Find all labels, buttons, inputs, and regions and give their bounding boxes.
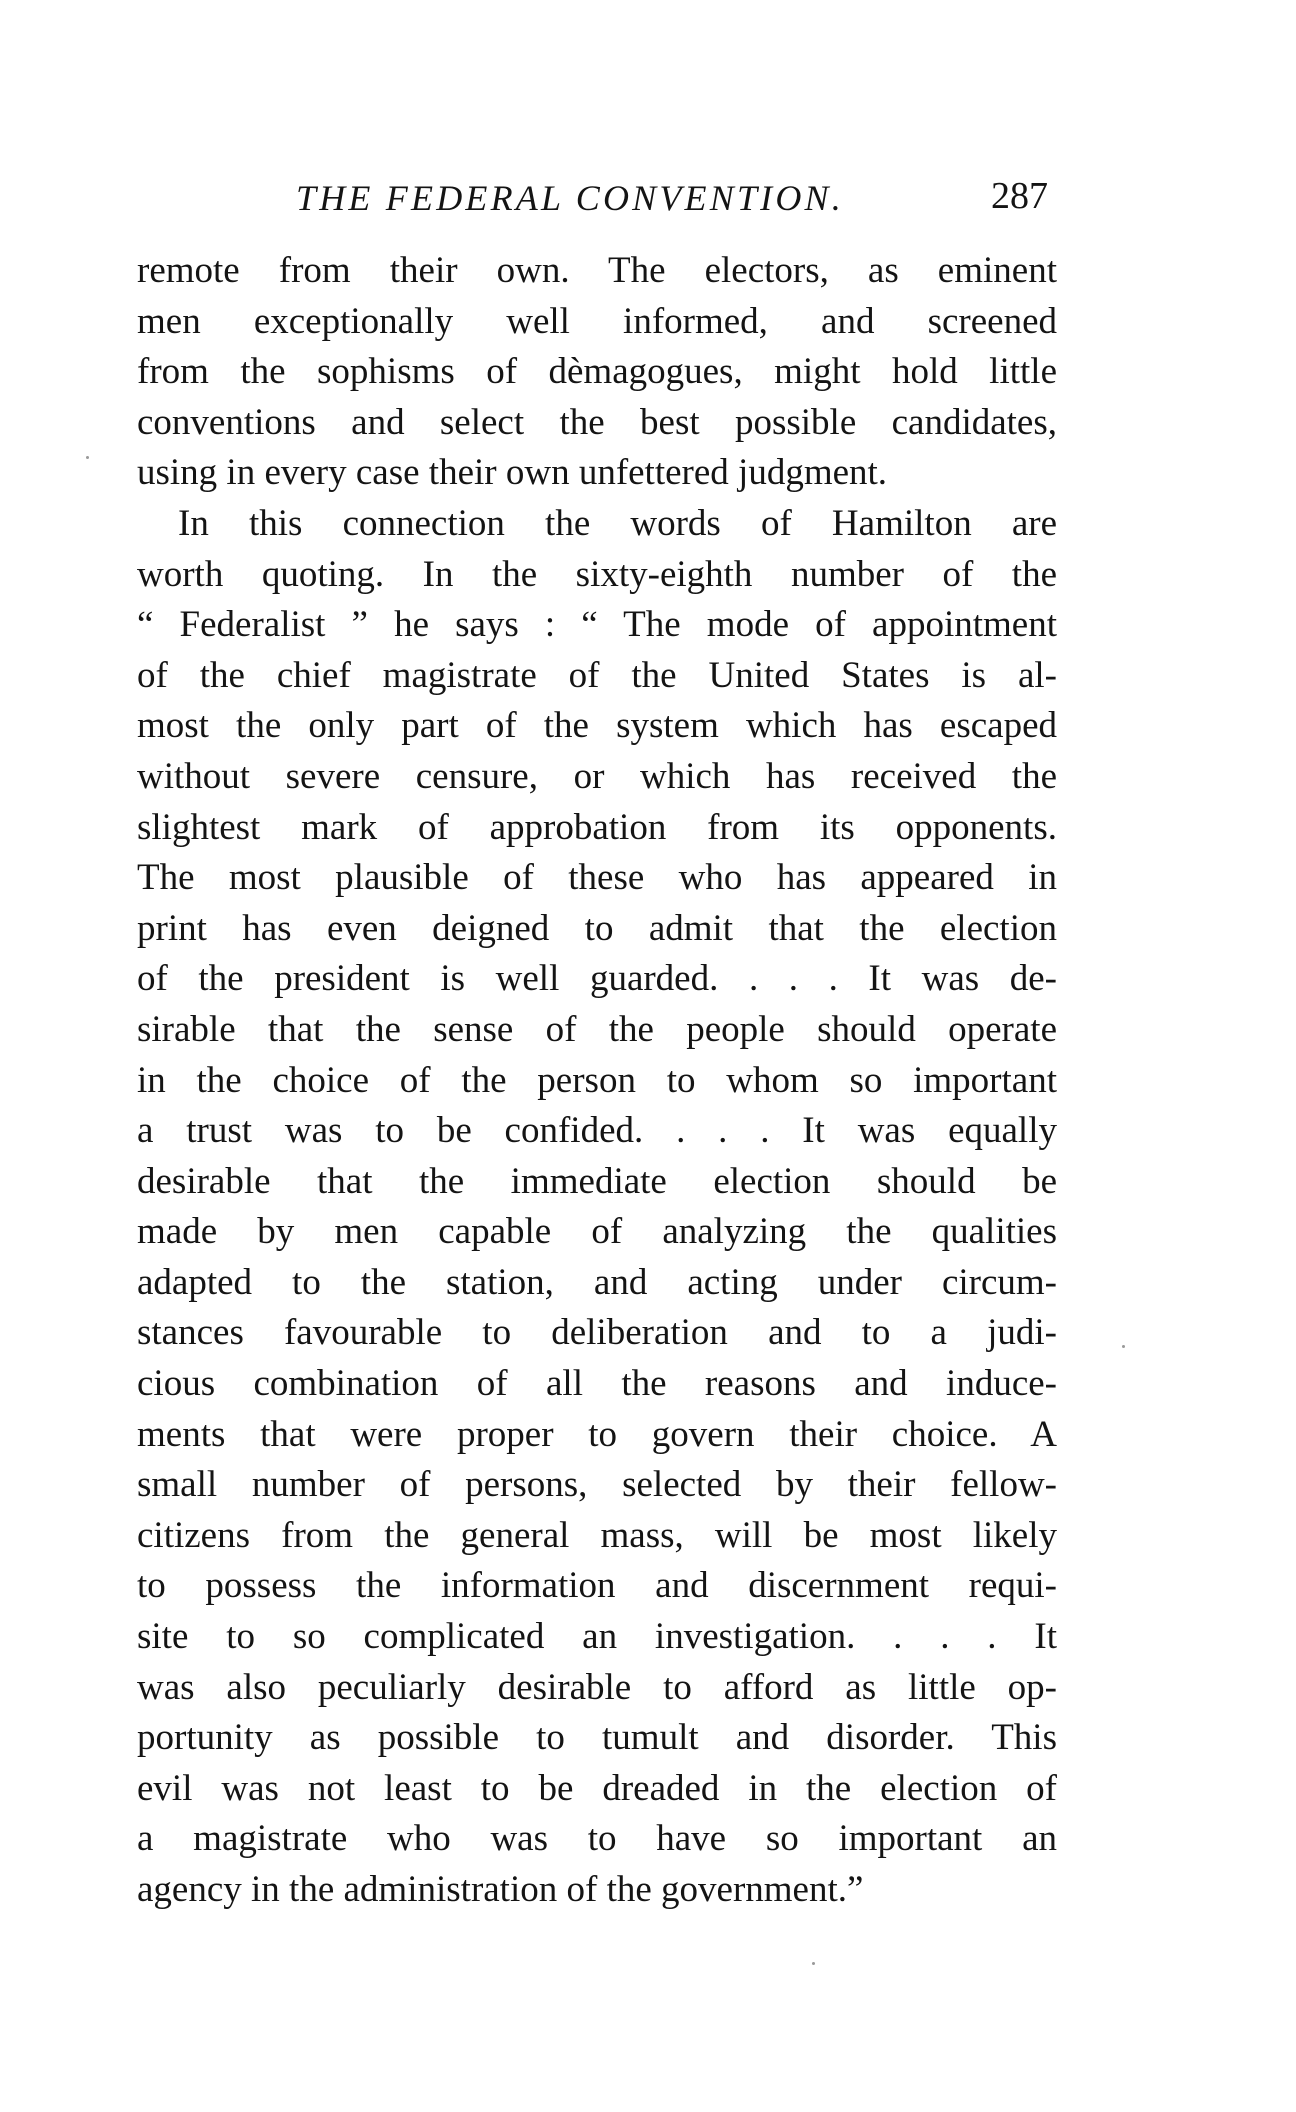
text-line: a magistrate who was to have so important an — [137, 1818, 1057, 1860]
text-line: in the choice of the person to whom so important — [137, 1059, 1057, 1101]
text-line: print has even deigned to admit that the election — [137, 907, 1057, 949]
running-head: THE FEDERAL CONVENTION. — [296, 178, 844, 218]
page-header — [296, 172, 1056, 224]
paper-speck — [812, 1962, 815, 1965]
text-line: to possess the information and discernment requi- — [137, 1565, 1057, 1607]
text-line: a trust was to be confided. . . . It was equally — [137, 1110, 1057, 1152]
text-line: small number of persons, selected by their fellow- — [137, 1464, 1057, 1506]
text-line: slightest mark of approbation from its opponents. — [137, 806, 1057, 848]
text-line: “ Federalist ” he says : “ The mode of appointment — [137, 604, 1057, 646]
text-line: ments that were proper to govern their choice. A — [137, 1413, 1057, 1455]
text-line: was also peculiarly desirable to afford as little op- — [137, 1666, 1057, 1708]
text-line: adapted to the station, and acting under circum- — [137, 1261, 1057, 1303]
text-line: portunity as possible to tumult and disorder. This — [137, 1717, 1057, 1759]
text-line: of the president is well guarded. . . . It was de- — [137, 958, 1057, 1000]
body-text — [137, 246, 1057, 1916]
text-line: agency in the administration of the government.” — [137, 1869, 864, 1910]
text-line: cious combination of all the reasons and induce- — [137, 1363, 1057, 1405]
text-line: In this connection the words of Hamilton are — [178, 502, 1057, 544]
paper-speck — [1122, 1345, 1125, 1348]
text-line: worth quoting. In the sixty-eighth number of the — [137, 553, 1057, 595]
text-line: from the sophisms of dèmagogues, might hold little — [137, 351, 1057, 393]
text-line: made by men capable of analyzing the qualities — [137, 1211, 1057, 1253]
text-line: remote from their own. The electors, as eminent — [137, 250, 1057, 291]
text-line: without severe censure, or which has received the — [137, 755, 1057, 797]
text-line: using in every case their own unfettered judgment. — [137, 452, 888, 494]
text-line: stances favourable to deliberation and to a judi- — [137, 1312, 1057, 1354]
text-line: site to so complicated an investigation. . . . It — [137, 1616, 1057, 1658]
text-line: most the only part of the system which has escaped — [137, 705, 1057, 747]
text-line: of the chief magistrate of the United States is al- — [137, 654, 1057, 696]
text-line: men exceptionally well informed, and screened — [137, 300, 1057, 342]
text-line: citizens from the general mass, will be most likely — [137, 1514, 1057, 1556]
text-line: conventions and select the best possible candidates, — [137, 401, 1057, 443]
text-line: desirable that the immediate election should be — [137, 1160, 1057, 1202]
text-line: evil was not least to be dreaded in the election of — [137, 1767, 1057, 1809]
text-line: The most plausible of these who has appeared in — [137, 857, 1057, 899]
paper-speck — [86, 456, 89, 459]
text-line: sirable that the sense of the people should operate — [137, 1008, 1057, 1050]
page-number: 287 — [991, 175, 1048, 217]
